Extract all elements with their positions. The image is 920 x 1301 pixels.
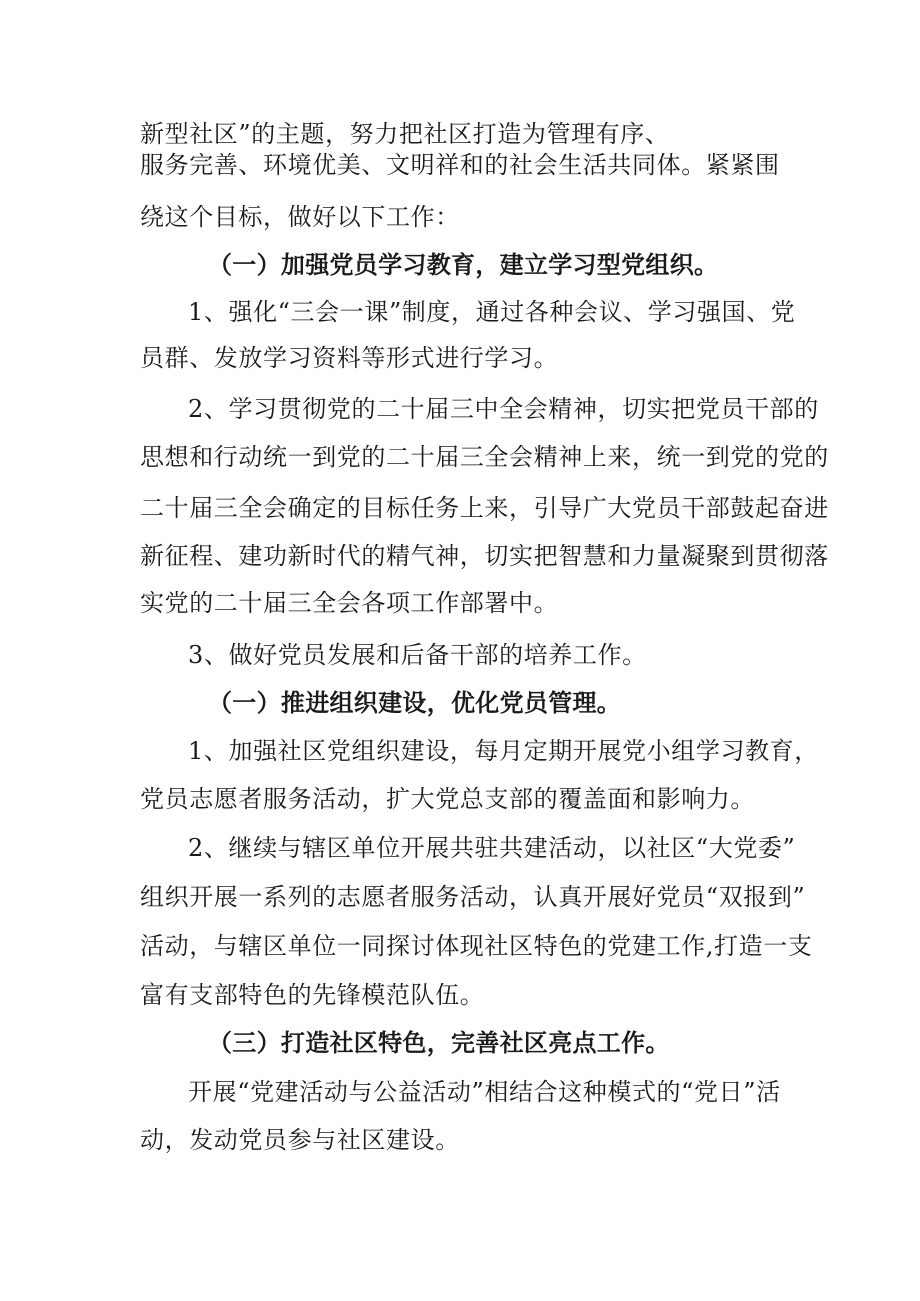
section-heading-2: （一）推进组织建设，优化党员管理。	[208, 688, 622, 717]
section-heading-1: （一）加强党员学习教育，建立学习型党组织。	[208, 250, 719, 279]
paragraph-line: 员群、发放学习资料等形式进行学习。	[140, 344, 559, 372]
paragraph-line: 新型社区”的主题，努力把社区打造为管理有序、	[140, 120, 670, 148]
paragraph-line: 2、学习贯彻党的二十届三中全会精神，切实把党员干部的	[188, 395, 819, 423]
paragraph-line: 1、加强社区党组织建设，每月定期开展党小组学习教育，	[188, 737, 819, 765]
paragraph-line: 1、强化“三会一课”制度，通过各种会议、学习强国、党	[188, 298, 796, 326]
paragraph-line: 3、做好党员发展和后备干部的培养工作。	[188, 641, 647, 669]
paragraph-line: 新征程、建功新时代的精气神，切实把智慧和力量凝聚到贯彻落	[140, 542, 829, 570]
paragraph-line: 动，发动党员参与社区建设。	[140, 1126, 460, 1154]
paragraph-line: 2、继续与辖区单位开展共驻共建活动，以社区“大党委”	[188, 834, 796, 862]
paragraph-line: 实党的二十届三全会各项工作部署中。	[140, 589, 559, 617]
paragraph-line: 二十届三全会确定的目标任务上来，引导广大党员干部鼓起奋进	[140, 494, 829, 522]
paragraph-line: 开展“党建活动与公益活动”相结合这种模式的“党日”活	[188, 1078, 781, 1106]
paragraph-line: 党员志愿者服务活动，扩大党总支部的覆盖面和影响力。	[140, 785, 755, 813]
paragraph-line: 绕这个目标，做好以下工作：	[140, 203, 460, 231]
paragraph-line: 活动，与辖区单位一同探讨体现社区特色的党建工作,打造一支	[140, 932, 813, 960]
paragraph-line: 富有支部特色的先锋模范队伍。	[140, 981, 485, 1009]
section-heading-3: （三）打造社区特色，完善社区亮点工作。	[208, 1028, 670, 1057]
paragraph-line: 服务完善、环境优美、文明祥和的社会生活共同体。紧紧围	[140, 151, 780, 179]
paragraph-line: 思想和行动统一到党的二十届三全会精神上来，统一到党的党的	[140, 443, 829, 471]
paragraph-line: 组织开展一系列的志愿者服务活动，认真开展好党员“双报到”	[140, 883, 806, 911]
